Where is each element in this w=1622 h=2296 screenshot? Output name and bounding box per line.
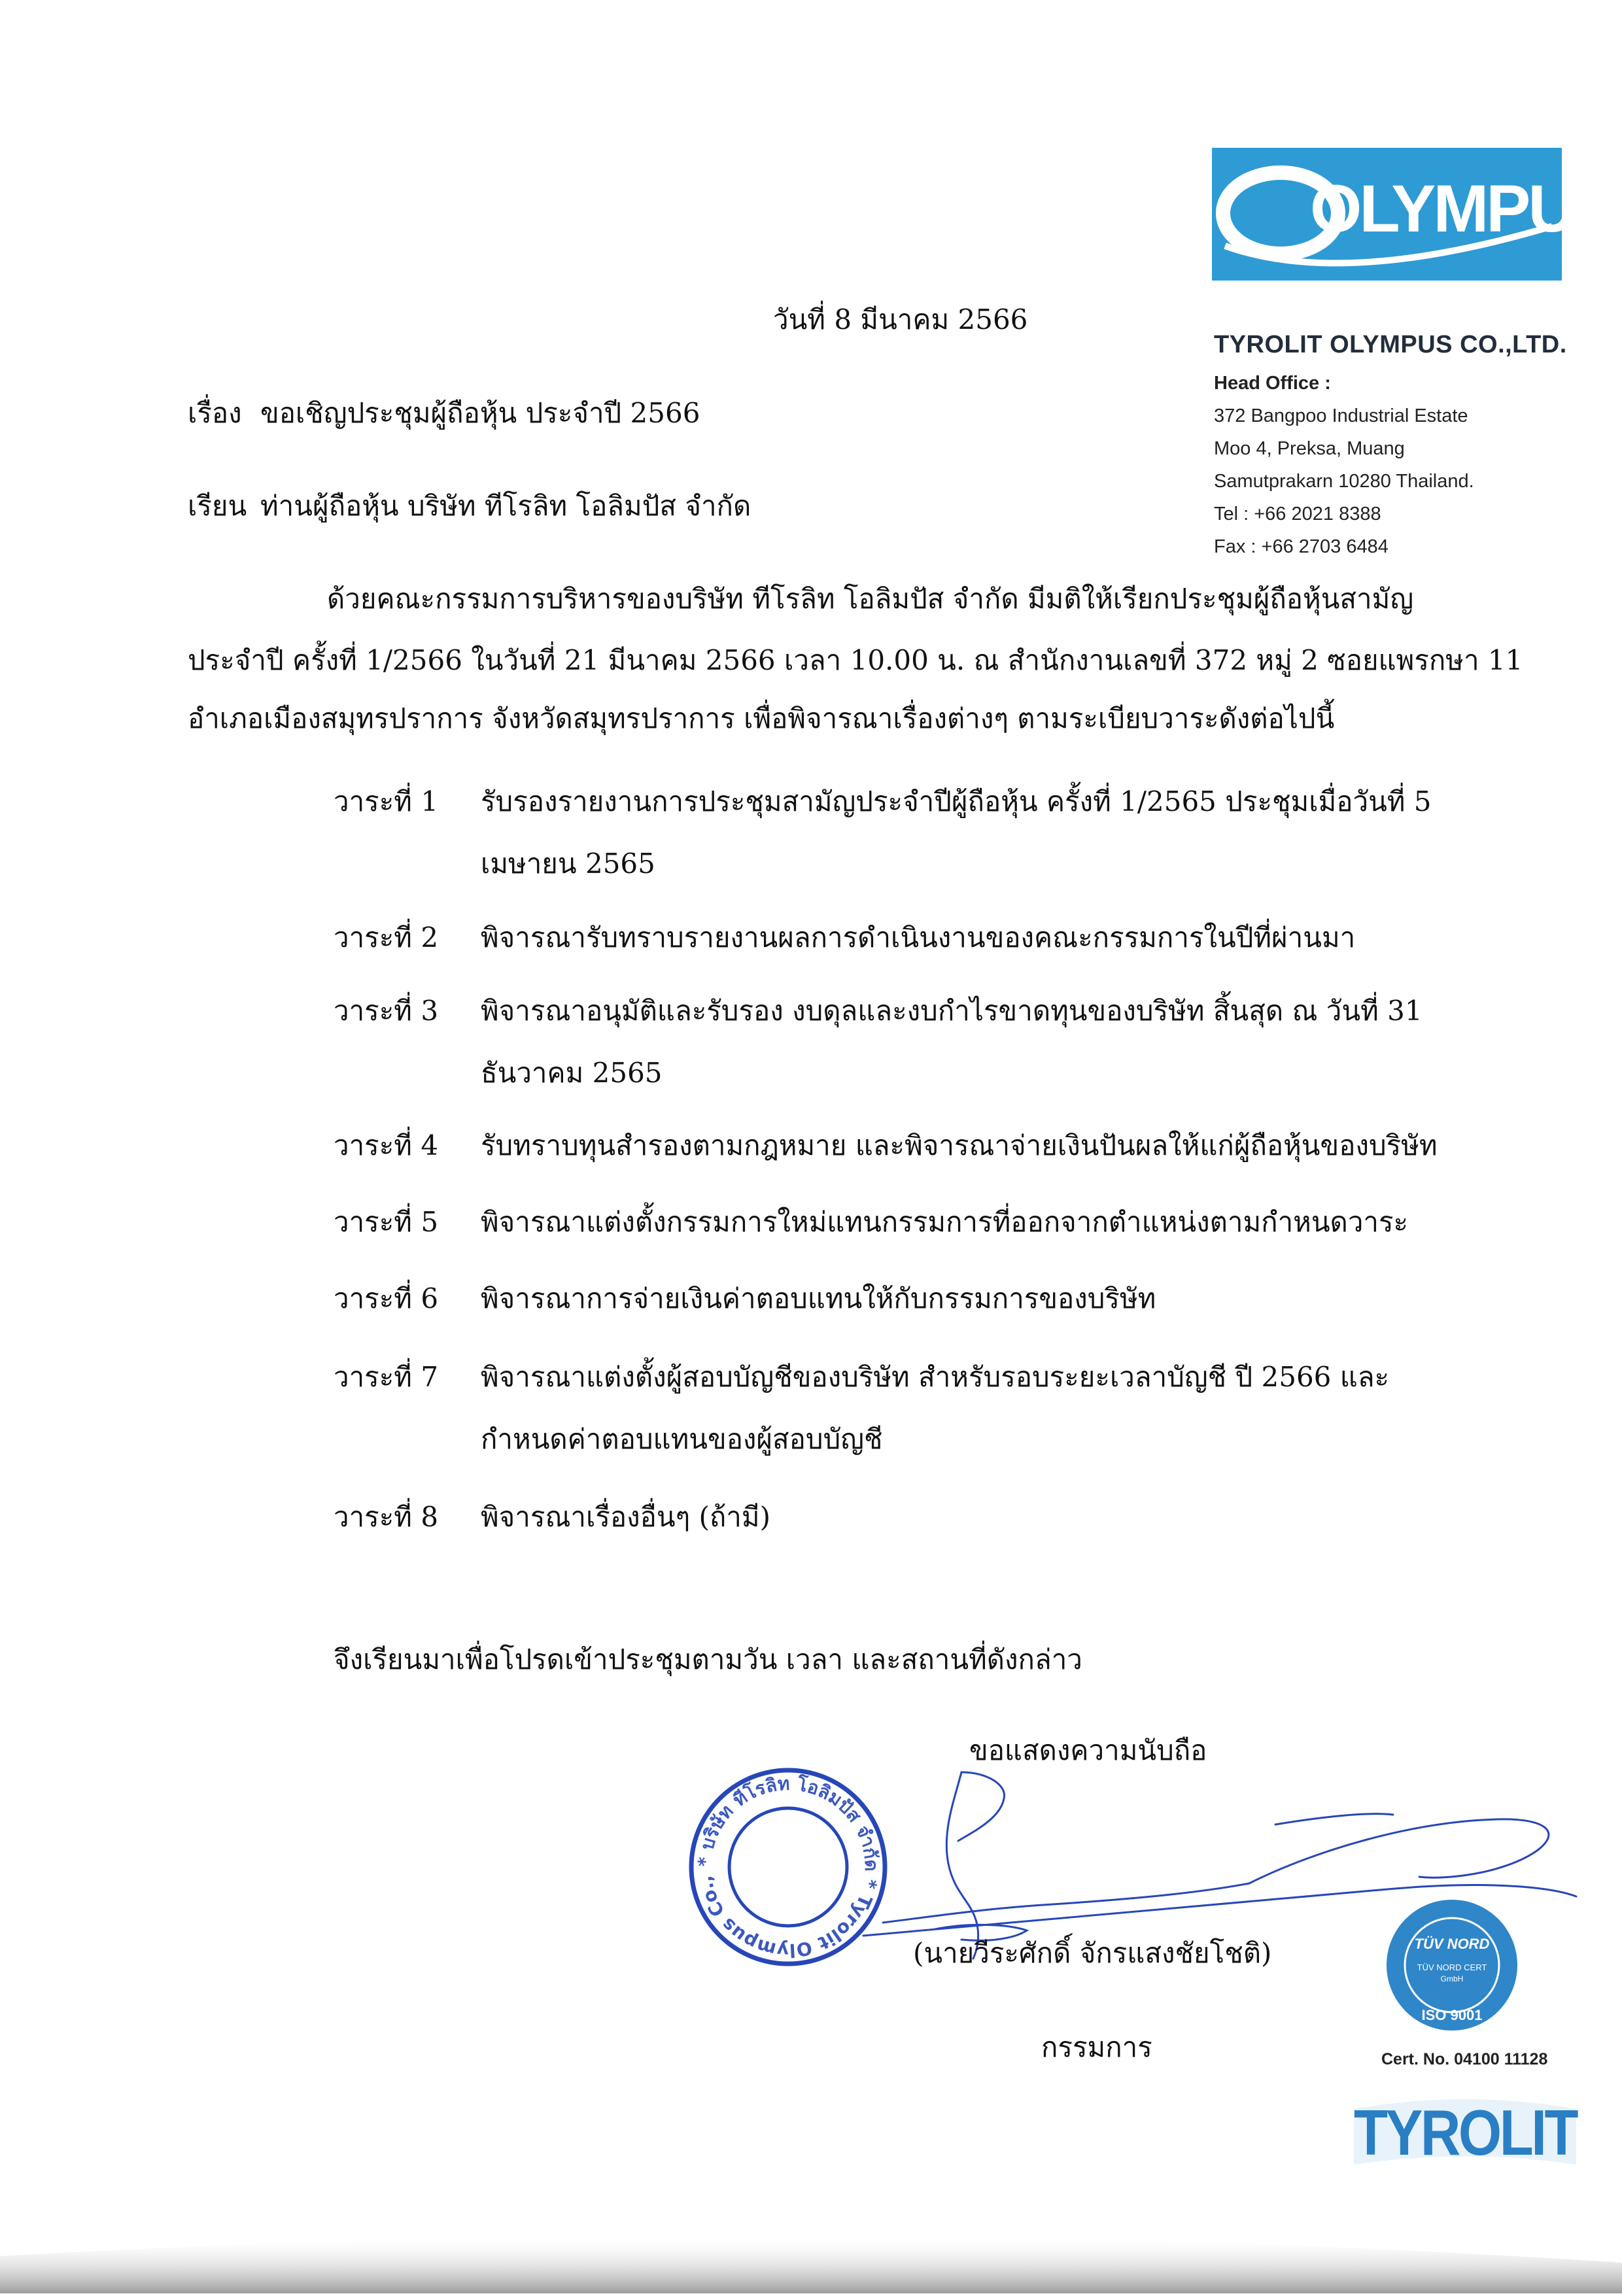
recipient-text: ท่านผู้ถือหุ้น บริษัท ทีโรลิท โอลิมปัส จำกัด — [260, 490, 751, 522]
agenda-number-7: วาระที่ 7 — [334, 1361, 439, 1393]
intro-line-2: ประจำปี ครั้งที่ 1/2566 ในวันที่ 21 มีนาคม 2566 เวลา 10.00 น. ณ สำนักงานเลขที่ 372 หมู่ 2 ซอยแพรกษา 11 — [188, 644, 1523, 676]
tuv-title: TÜV NORD — [1414, 1936, 1490, 1952]
certificate-number: Cert. No. 04100 11128 — [1381, 2050, 1548, 2068]
closing-text: จึงเรียนมาเพื่อโปรดเข้าประชุมตามวัน เวลา และสถานที่ดังกล่าว — [334, 1643, 1082, 1675]
agenda-number-5: วาระที่ 5 — [334, 1206, 439, 1238]
fax-number: Fax : +66 2703 6484 — [1214, 536, 1389, 557]
agenda-text-7-line-1: พิจารณาแต่งตั้งผู้สอบบัญชีของบริษัท สำหรับรอบระยะเวลาบัญชี ปี 2566 และ — [481, 1361, 1390, 1393]
signer-title: กรรมการ — [1041, 2031, 1152, 2063]
tyrolit-logo-text: TYROLIT — [1354, 2097, 1578, 2168]
address-line-2: Moo 4, Preksa, Muang — [1214, 438, 1405, 459]
agenda-text-7-line-2: กำหนดค่าตอบแทนของผู้สอบบัญชี — [481, 1423, 883, 1455]
tuv-badge-graphic — [1383, 1893, 1521, 2044]
tyrolit-logo-graphic — [1347, 2089, 1583, 2171]
agenda-text-3-line-1: พิจารณาอนุมัติและรับรอง งบดุลและงบกำไรขาดทุนของบริษัท สิ้นสุด ณ วันที่ 31 — [481, 995, 1423, 1027]
recipient-label: เรียน — [188, 490, 247, 522]
agenda-text-8: พิจารณาเรื่องอื่นๆ (ถ้ามี) — [481, 1501, 770, 1533]
address-line-1: 372 Bangpoo Industrial Estate — [1214, 405, 1468, 426]
shading-graphic — [0, 2217, 1622, 2293]
address-line-3: Samutprakarn 10280 Thailand. — [1214, 471, 1474, 492]
olympus-logo-graphic — [1212, 148, 1616, 281]
company-name: TYROLIT OLYMPUS CO.,LTD. — [1214, 331, 1567, 358]
head-office-label: Head Office : — [1214, 373, 1331, 394]
agenda-text-1-line-1: รับรองรายงานการประชุมสามัญประจำปีผู้ถือหุ้น ครั้งที่ 1/2565 ประชุมเมื่อวันที่ 5 — [481, 785, 1432, 817]
subject-label: เรื่อง — [188, 397, 242, 429]
page-bottom-shading — [0, 2217, 1622, 2293]
seal-text: * บริษัท ทีโรลิท โอลิมปัส จำกัด * Tyrolit Olympus Co., — [693, 1772, 883, 1962]
agenda-number-8: วาระที่ 8 — [334, 1501, 439, 1533]
agenda-text-5: พิจารณาแต่งตั้งกรรมการใหม่แทนกรรมการที่ออกจากตำแหน่งตามกำหนดวาระ — [481, 1206, 1409, 1238]
agenda-text-6: พิจารณาการจ่ายเงินค่าตอบแทนให้กับกรรมการของบริษัท — [481, 1282, 1156, 1314]
intro-line-1: ด้วยคณะกรรมการบริหารของบริษัท ทีโรลิท โอลิมปัส จำกัด มีมติให้เรียกประชุมผู้ถือหุ้นสามัญ — [327, 583, 1414, 615]
tuv-cert-line-2: GmbH — [1440, 1974, 1464, 1983]
tel-number: Tel : +66 2021 8388 — [1214, 504, 1381, 524]
tuv-cert-line-1: TÜV NORD CERT — [1417, 1962, 1487, 1972]
olympus-logo-text: OLYMPUS — [1310, 171, 1616, 246]
subject-text: ขอเชิญประชุมผู้ถือหุ้น ประจำปี 2566 — [260, 397, 700, 429]
olympus-logo — [1212, 148, 1616, 281]
agenda-number-4: วาระที่ 4 — [334, 1129, 439, 1161]
agenda-number-2: วาระที่ 2 — [334, 921, 439, 953]
agenda-text-1-line-2: เมษายน 2565 — [481, 848, 655, 880]
signer-name: (นายวีระศักดิ์ จักรแสงชัยโชติ) — [913, 1937, 1272, 1969]
agenda-number-3: วาระที่ 3 — [334, 995, 439, 1027]
agenda-number-1: วาระที่ 1 — [334, 785, 439, 817]
tyrolit-logo — [1347, 2089, 1583, 2171]
company-info — [1214, 331, 1580, 563]
tuv-iso: ISO 9001 — [1421, 2007, 1483, 2023]
agenda-text-4: รับทราบทุนสำรองตามกฎหมาย และพิจารณาจ่ายเงินปันผลให้แก่ผู้ถือหุ้นของบริษัท — [481, 1129, 1438, 1161]
intro-line-3: อำเภอเมืองสมุทรปราการ จังหวัดสมุทรปราการ เพื่อพิจารณาเรื่องต่างๆ ตามระเบียบวาระดังต่อไปนี้ — [188, 702, 1335, 734]
agenda-text-2: พิจารณารับทราบรายงานผลการดำเนินงานของคณะกรรมการในปีที่ผ่านมา — [481, 921, 1356, 953]
agenda-text-3-line-2: ธันวาคม 2565 — [481, 1057, 663, 1089]
agenda-number-6: วาระที่ 6 — [334, 1282, 439, 1314]
regards-text: ขอแสดงความนับถือ — [969, 1734, 1207, 1766]
tuv-nord-badge — [1383, 1893, 1521, 2044]
letter-date: วันที่ 8 มีนาคม 2566 — [773, 303, 1028, 335]
